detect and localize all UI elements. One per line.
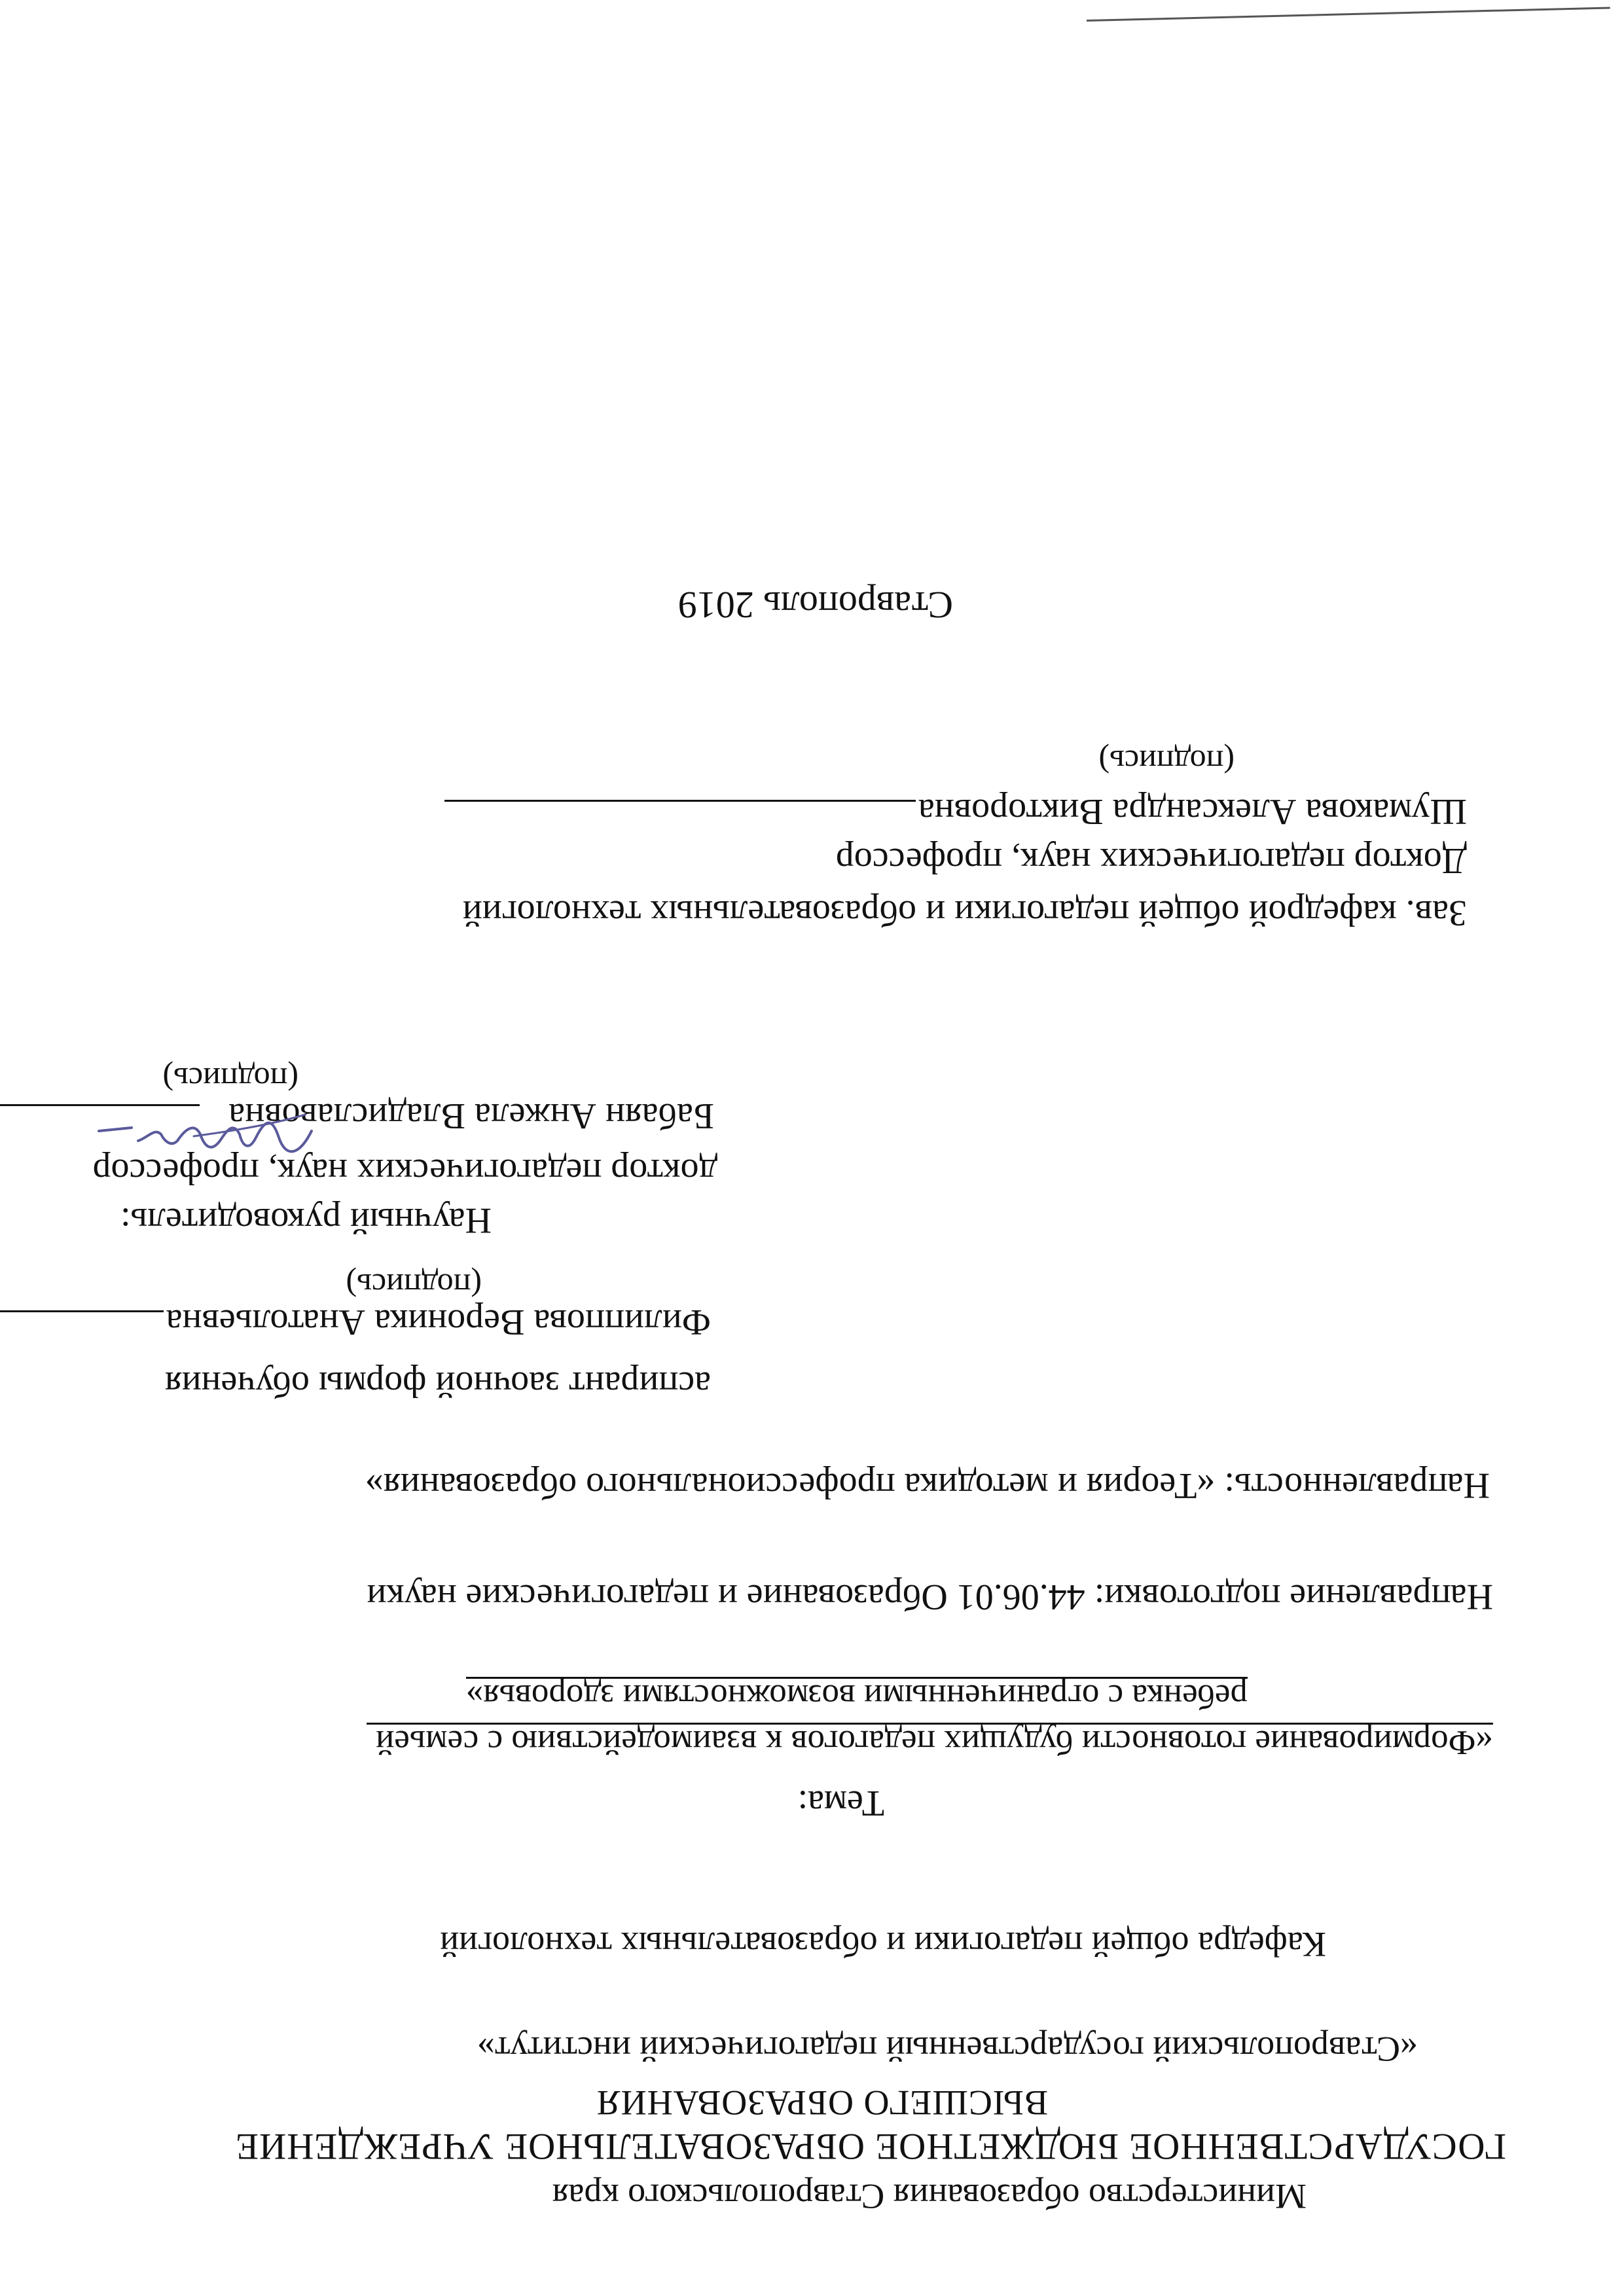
head-title: Зав. кафедрой общей педагогики и образовательных технологий <box>462 893 1467 933</box>
supervisor-signature <box>89 1098 325 1177</box>
ministry-line: Министерство образования Ставропольского края <box>552 2177 1307 2216</box>
supervisor-degree: доктор педагогических наук, профессор <box>92 1151 717 1192</box>
head-degree: Доктор педагогических наук, профессор <box>835 840 1467 881</box>
city-year: Ставрополь 2019 <box>677 584 953 626</box>
head-name-row <box>444 793 1467 830</box>
head-name: Шумакова Александра Викторовна <box>918 791 1467 832</box>
student-name-row <box>0 1304 711 1340</box>
topic-label: Тема: <box>797 1783 884 1823</box>
student-signature-line <box>0 1310 164 1312</box>
topic-line-2: ребенка с ограниченными возможностями здоровья» <box>465 1677 1248 1715</box>
direction-line: Направление подготовки: 44.06.01 Образование и педагогические науки <box>367 1577 1493 1617</box>
focus-line: Направленность: «Теория и методика профессионального образования» <box>365 1465 1490 1506</box>
head-signature-line <box>444 800 916 802</box>
head-signature-hint: (подпись) <box>1098 744 1235 780</box>
institution-line-1: ГОСУДАРСТВЕННОЕ БЮДЖЕТНОЕ ОБРАЗОВАТЕЛЬНОЕ УЧРЕЖДЕНИЕ <box>235 2126 1506 2167</box>
student-status: аспирант заочной формы обучения <box>164 1364 711 1405</box>
institution-name: «Ставропольский государственный педагогический институт» <box>477 2030 1418 2069</box>
department-line: Кафедра общей педагогики и образовательных технологий <box>440 1925 1326 1964</box>
student-signature-hint: (подпись) <box>346 1267 482 1304</box>
supervisor-label: Научный руководитель: <box>120 1200 492 1241</box>
institution-line-2: ВЫСШЕГО ОБРАЗОВАНИЯ <box>596 2083 1048 2123</box>
topic-line-1: «Формирование готовности будущих педагогов к взаимодействию с семьей <box>367 1723 1493 1759</box>
supervisor-name: Бабаян Анжела Владиславовна <box>228 1096 714 1136</box>
supervisor-signature-hint: (подпись) <box>162 1061 298 1098</box>
student-name: Филиппова Вероника Анатольевна <box>166 1302 711 1342</box>
